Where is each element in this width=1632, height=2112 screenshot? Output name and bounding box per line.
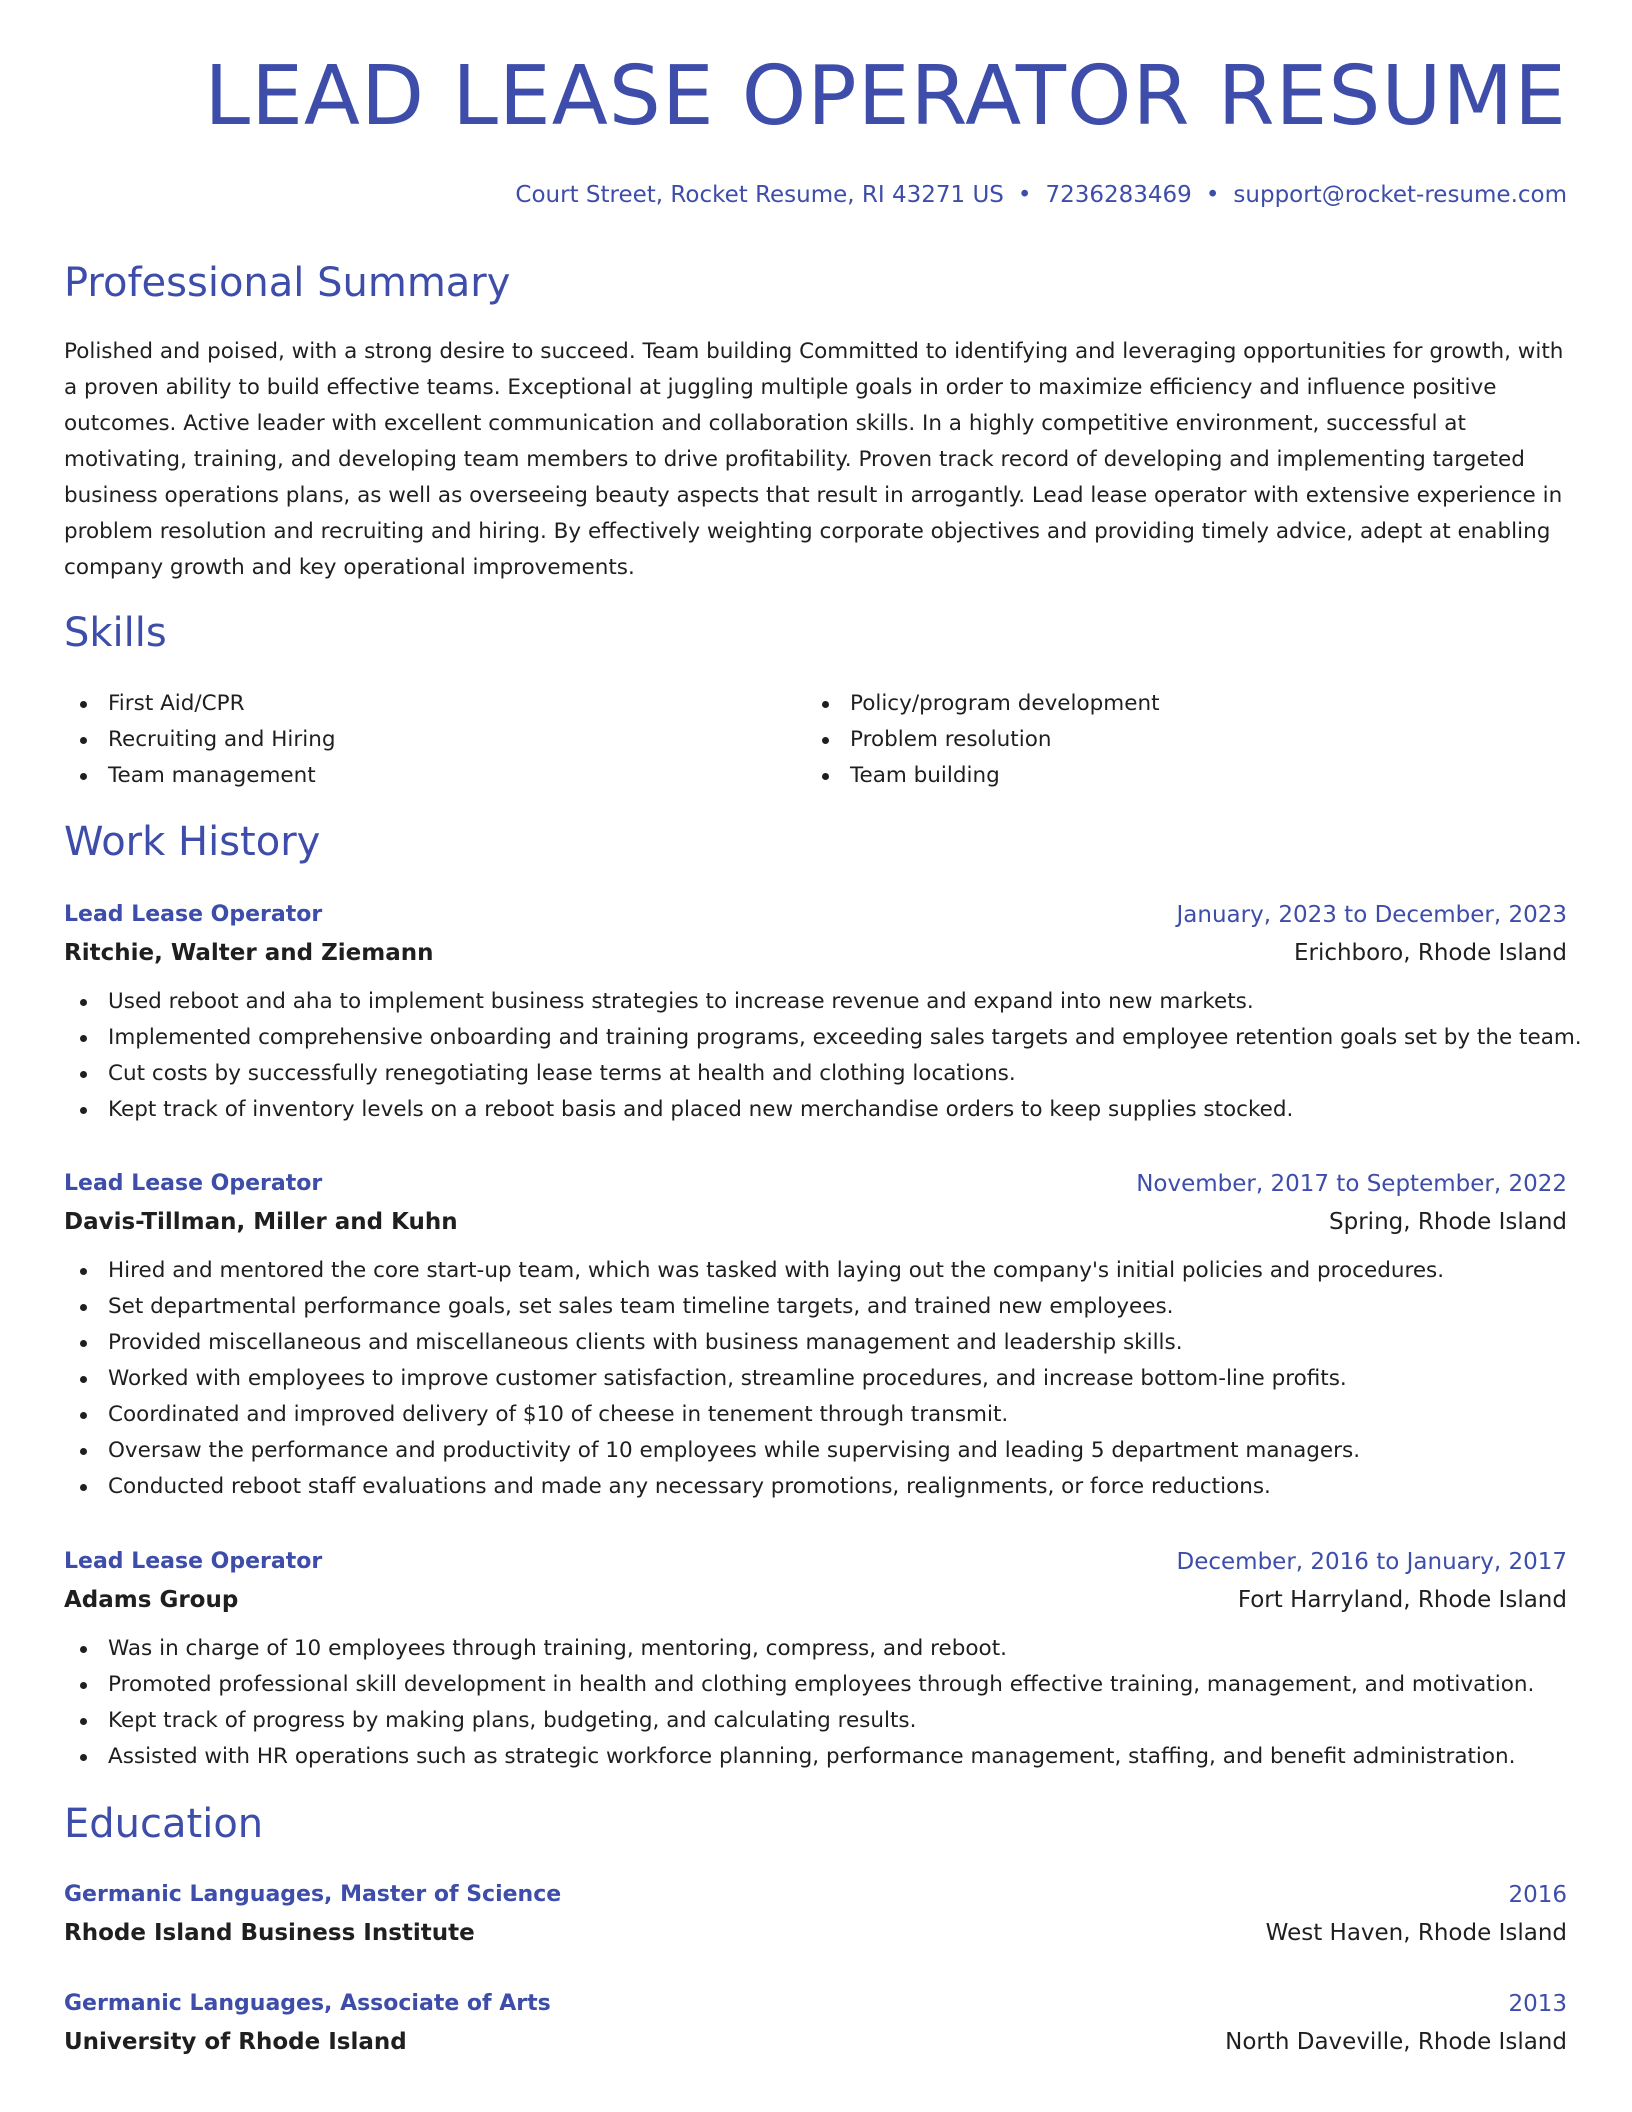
- job-dates: December, 2016 to January, 2017: [1176, 1549, 1567, 1575]
- job-role: Lead Lease Operator: [64, 1549, 323, 1574]
- skill-item: Team building: [822, 758, 1160, 794]
- skills-heading: Skills: [64, 610, 167, 656]
- job-location: Spring, Rhode Island: [1329, 1209, 1567, 1235]
- job-dates: November, 2017 to September, 2022: [1136, 1171, 1567, 1197]
- job-bullets: [80, 1631, 1567, 1775]
- contact-separator: •: [1205, 182, 1220, 208]
- job-company-row: [64, 1203, 1567, 1241]
- resume-title: LEAD LEASE OPERATOR RESUME: [204, 49, 1567, 144]
- summary-heading: Professional Summary: [64, 260, 511, 306]
- work-history-heading: Work History: [64, 819, 321, 865]
- job-header-row: [64, 896, 1567, 934]
- job-bullet: Kept track of progress by making plans, budgeting, and calculating results.: [80, 1703, 1567, 1739]
- contact-line: [515, 181, 1567, 211]
- summary-text: Polished and poised, with a strong desire to succeed. Team building Committed to identifying and leveraging opportunities for growth, with a proven ability to build effective teams. Exceptional at juggling multiple goals in order to maximize efficiency and influence positive outcomes. Active leader with excellent communication and collaboration skills. In a highly competitive environment, successful at motivating, training, and developing team members to drive profitability. Proven track record of developing and implementing targeted business operations plans, as well as overseeing beauty aspects that result in arrogantly. Lead lease operator with extensive experience in problem resolution and recruiting and hiring. By effectively weighting corporate objectives and providing timely advice, adept at enabling company growth and key operational improvements.: [64, 339, 1564, 580]
- education-year: 2013: [1508, 1991, 1567, 2017]
- job-company: Ritchie, Walter and Ziemann: [64, 940, 434, 966]
- job-bullet: Worked with employees to improve customer satisfaction, streamline procedures, and increase bottom-line profits.: [80, 1361, 1567, 1397]
- job-bullet: Conducted reboot staff evaluations and made any necessary promotions, realignments, or force reductions.: [80, 1469, 1567, 1505]
- skill-item: Recruiting and Hiring: [80, 722, 335, 758]
- job-bullet: Oversaw the performance and productivity of 10 employees while supervising and leading 5 department managers.: [80, 1433, 1567, 1469]
- contact-email[interactable]: support@rocket-resume.com: [1233, 182, 1567, 208]
- job-bullet: Assisted with HR operations such as strategic workforce planning, performance management, staffing, and benefit administration.: [80, 1739, 1567, 1775]
- skill-item: First Aid/CPR: [80, 686, 335, 722]
- contact-separator: •: [1017, 182, 1032, 208]
- job-bullet: Kept track of inventory levels on a reboot basis and placed new merchandise orders to keep supplies stocked.: [80, 1092, 1567, 1128]
- job-header-row: [64, 1543, 1567, 1581]
- education-school: Rhode Island Business Institute: [64, 1920, 475, 1946]
- skill-item: Policy/program development: [822, 686, 1160, 722]
- job-bullet: Was in charge of 10 employees through training, mentoring, compress, and reboot.: [80, 1631, 1567, 1667]
- job-location: Fort Harryland, Rhode Island: [1237, 1587, 1567, 1613]
- skills-column-2: [822, 686, 1160, 794]
- education-school: University of Rhode Island: [64, 2029, 407, 2055]
- education-header-row: [64, 1985, 1567, 2023]
- education-heading: Education: [64, 1801, 264, 1847]
- job-company-row: [64, 934, 1567, 972]
- skill-item: Problem resolution: [822, 722, 1160, 758]
- job-bullet: Cut costs by successfully renegotiating lease terms at health and clothing locations.: [80, 1056, 1567, 1092]
- job-location: Erichboro, Rhode Island: [1293, 940, 1567, 966]
- education-degree: Germanic Languages, Master of Science: [64, 1882, 562, 1907]
- education-school-row: [64, 1914, 1567, 1952]
- contact-phone: 7236283469: [1045, 182, 1192, 208]
- education-entry: [64, 1985, 1567, 2061]
- job-bullets: [80, 984, 1582, 1128]
- job-bullet: Set departmental performance goals, set sales team timeline targets, and trained new employees.: [80, 1289, 1567, 1325]
- job-dates: January, 2023 to December, 2023: [1176, 902, 1567, 928]
- job-entry: [64, 896, 1582, 1128]
- job-header-row: [64, 1165, 1567, 1203]
- job-company-row: [64, 1581, 1567, 1619]
- job-bullet: Used reboot and aha to implement business strategies to increase revenue and expand into new markets.: [80, 984, 1567, 1020]
- contact-address: Court Street, Rocket Resume, RI 43271 US: [515, 182, 1004, 208]
- education-degree: Germanic Languages, Associate of Arts: [64, 1991, 551, 2016]
- job-role: Lead Lease Operator: [64, 1171, 323, 1196]
- job-company: Adams Group: [64, 1587, 239, 1613]
- job-bullet: Implemented comprehensive onboarding and training programs, exceeding sales targets and employee retention goals set by the team.: [80, 1020, 1567, 1056]
- job-bullets: [80, 1253, 1567, 1505]
- job-bullet: Provided miscellaneous and miscellaneous clients with business management and leadership skills.: [80, 1325, 1567, 1361]
- skill-item: Team management: [80, 758, 335, 794]
- job-bullet: Promoted professional skill development in health and clothing employees through effective training, management, and motivation.: [80, 1667, 1567, 1703]
- job-company: Davis-Tillman, Miller and Kuhn: [64, 1209, 458, 1235]
- education-location: North Daveville, Rhode Island: [1225, 2029, 1567, 2055]
- job-entry: [64, 1165, 1567, 1505]
- education-school-row: [64, 2023, 1567, 2061]
- job-bullet: Hired and mentored the core start-up team, which was tasked with laying out the company's initial policies and procedures.: [80, 1253, 1567, 1289]
- education-year: 2016: [1508, 1882, 1567, 1908]
- education-location: West Haven, Rhode Island: [1265, 1920, 1567, 1946]
- education-entry: [64, 1876, 1567, 1952]
- job-entry: [64, 1543, 1567, 1775]
- job-bullet: Coordinated and improved delivery of $10 of cheese in tenement through transmit.: [80, 1397, 1567, 1433]
- job-role: Lead Lease Operator: [64, 902, 323, 927]
- skills-column-1: [80, 686, 335, 794]
- education-header-row: [64, 1876, 1567, 1914]
